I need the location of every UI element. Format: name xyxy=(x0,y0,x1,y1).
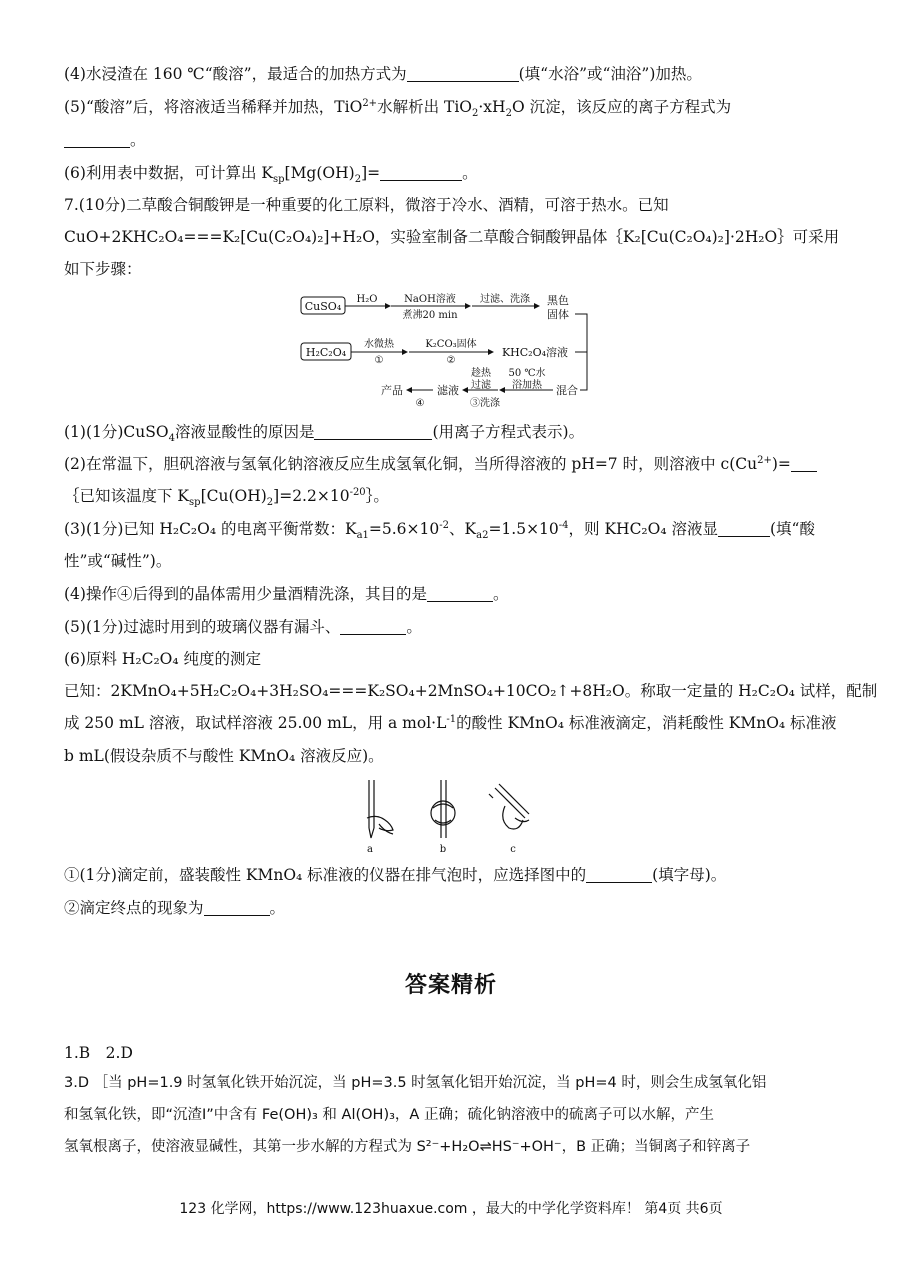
sub-question-1-line: ①(1分)滴定前，盛装酸性 KMnO₄ 标准液的仪器在排气泡时，应选择图中的 (填字母)。 xyxy=(64,866,727,884)
question-7-intro-3: 如下步骤： xyxy=(64,260,142,278)
step-1-label: ① xyxy=(374,355,384,366)
answer-blank xyxy=(718,520,770,537)
hot-filter-label-2: 过滤 xyxy=(471,380,491,391)
question-7-intro-2: CuO+2KHC₂O₄===K₂[Cu(C₂O₄)₂]+H₂O，实验室制备二草酸合铜酸钾晶体｛K₂[Cu(C₂O₄)₂]·2H₂O｝可采用 xyxy=(64,228,840,246)
part-4-line: (4)操作④后得到的晶体需用少量酒精洗涤，其目的是 。 xyxy=(64,585,509,603)
known-line-1: 已知：2KMnO₄+5H₂C₂O₄+3H₂SO₄===K₂SO₄+2MnSO₄+10CO₂↑+8H₂O。称取一定量的 H₂C₂O₄ 试样，配制 xyxy=(64,682,878,700)
step-2-label: ② xyxy=(446,355,456,366)
question-7-intro-1: 7.(10分)二草酸合铜酸钾是一种重要的化工原料，微溶于冷水、酒精，可溶于热水。已知 xyxy=(64,196,669,214)
h2c2o4-label: H₂C₂O₄ xyxy=(305,346,347,359)
answer-blank xyxy=(340,618,406,635)
page-footer: 123 化学网，https://www.123huaxue.com ，最大的中学化学资料库！ 第4页 共6页 xyxy=(179,1201,723,1217)
answer-blank xyxy=(586,866,652,883)
h2o-label: H₂O xyxy=(356,294,378,305)
burette-c-icon xyxy=(489,784,529,829)
part-6-line: (6)原料 H₂C₂O₄ 纯度的测定 xyxy=(64,650,262,668)
warm-label: 水微热 xyxy=(364,339,394,350)
burette-a-icon xyxy=(367,780,393,838)
part-2-line-2: ｛已知该温度下 $K_{sp}[Cu(OH)_2]=2.2\times 10^{-20}\}$。 xyxy=(64,486,389,509)
question-6-line: (6)利用表中数据，可计算出 $K_{sp}[Mg(OH)_2]=$ 。 xyxy=(64,164,478,186)
part-2-line: (2)在常温下，胆矾溶液与氢氧化钠溶液反应生成氢氧化铜，当所得溶液的 pH=7 时，则溶液中 $c(Cu^{2+})=$ xyxy=(64,453,842,475)
known-line-3: b mL(假设杂质不与酸性 KMnO₄ 溶液反应)。 xyxy=(64,747,384,765)
answer-blank xyxy=(64,131,130,148)
bath-label-2: 浴加热 xyxy=(512,380,542,391)
answer-blank xyxy=(380,164,462,181)
naoh-label: NaOH溶液 xyxy=(404,294,456,305)
answers-heading: 答案精析 xyxy=(404,972,497,998)
part-1-line: (1)(1分)CuSO$_4$溶液显酸性的原因是 (用离子方程式表示)。 xyxy=(64,423,585,445)
tube-b-icon xyxy=(431,780,455,838)
khc2o4-label: KHC₂O₄溶液 xyxy=(501,346,569,359)
question-5-line-2: 。 xyxy=(64,129,842,151)
bath-label-1: 50 ℃水 xyxy=(508,368,546,379)
part-3-line-2: 性”或“碱性”)。 xyxy=(64,552,172,570)
answer-line-4: 氢氧根离子，使溶液显碱性，其第一步水解的方程式为 S²⁻+H₂O⇌HS⁻+OH⁻，B 正确；当铜离子和锌离子 xyxy=(64,1139,751,1155)
answer-blank xyxy=(427,585,493,602)
process-flow-diagram xyxy=(295,290,615,415)
black-solid-label-1: 黑色 xyxy=(547,294,569,307)
black-solid-label-2: 固体 xyxy=(547,308,569,321)
answer-line-2: 3.D ［当 pH=1.9 时氢氧化铁开始沉淀，当 pH=3.5 时氢氧化铝开始沉淀，当 pH=4 时，则会生成氢氧化铝 xyxy=(64,1075,767,1091)
label-a: a xyxy=(367,844,373,855)
titration-apparatus-figure xyxy=(355,778,545,858)
label-b: b xyxy=(439,844,447,855)
k2co3-label: K₂CO₃固体 xyxy=(425,339,477,350)
known-line-2: 成 250 mL 溶液，取试样溶液 25.00 mL，用 a $mol\cdot L^{-1}$的酸性 KMnO₄ 标准液滴定，消耗酸性 KMnO₄ 标准液 xyxy=(64,713,837,732)
mix-label: 混合 xyxy=(556,384,578,397)
question-4-line: (4)水浸渣在 160 ℃“酸溶”，最适合的加热方式为 (填“水浴”或“油浴”)加热。 xyxy=(64,65,702,83)
answer-blank xyxy=(407,65,519,82)
answer-line-1: 1.B 2.D xyxy=(64,1044,133,1062)
boil-label: 煮沸20 min xyxy=(402,310,458,321)
answer-blank xyxy=(204,899,270,916)
part-3-line: (3)(1分)已知 H₂C₂O₄ 的电离平衡常数：$K_{a1}=5.6\times 10^{-2}$、$K_{a2}=1.5\times 10^{-4}$，则 KHC₂O₄ 溶液显 (填“酸 xyxy=(64,519,815,542)
answer-blank xyxy=(791,455,817,472)
sub-question-2-line: ②滴定终点的现象为 。 xyxy=(64,899,286,917)
answer-blank xyxy=(314,423,432,440)
hot-filter-label-1: 趁热 xyxy=(471,368,491,379)
label-c: c xyxy=(510,844,516,855)
filter-wash-label: 过滤、洗涤 xyxy=(480,294,530,305)
filtrate-label: 滤液 xyxy=(437,384,459,397)
step-3-label: ③洗涤 xyxy=(470,398,500,409)
product-label: 产品 xyxy=(381,384,403,397)
cuso4-label: CuSO₄ xyxy=(304,300,342,313)
answer-line-3: 和氢氧化铁，即“沉渣Ⅰ”中含有 Fe(OH)₃ 和 Al(OH)₃，A 正确；硫化钠溶液中的硫离子可以水解，产生 xyxy=(64,1107,714,1123)
question-5-line: (5)“酸溶”后，将溶液适当稀释并加热，TiO$^{2+}$水解析出 $TiO_2\cdot xH_2O$ 沉淀，该反应的离子方程式为 xyxy=(64,97,732,120)
step-4-label: ④ xyxy=(415,398,425,409)
part-5-line: (5)(1分)过滤时用到的玻璃仪器有漏斗、 。 xyxy=(64,618,422,636)
